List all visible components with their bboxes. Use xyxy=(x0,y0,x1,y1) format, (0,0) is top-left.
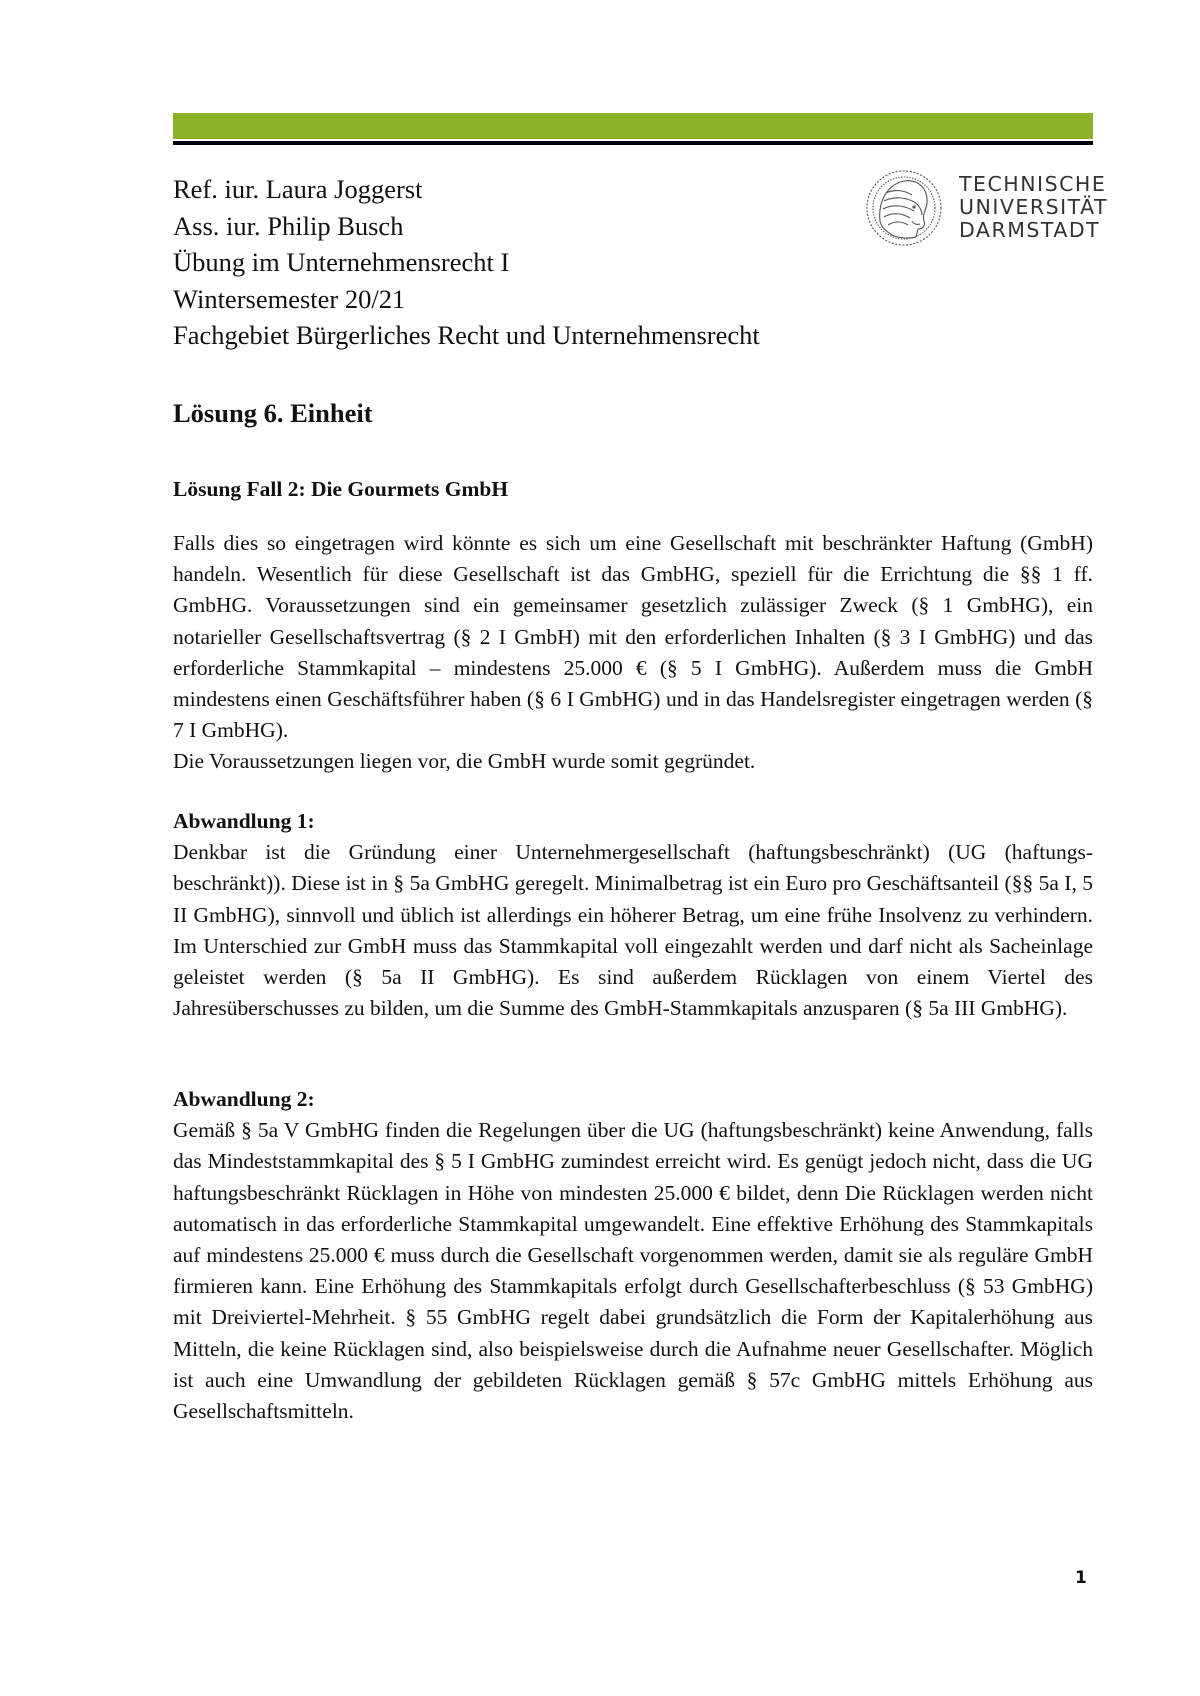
logo-line-2: UNIVERSITÄT xyxy=(959,195,1109,219)
athena-head-seal-icon xyxy=(864,163,944,253)
paragraph: Die Voraussetzungen liegen vor, die GmbH wurde somit gegründet. xyxy=(173,749,756,774)
author-line-1: Ref. iur. Laura Joggerst xyxy=(173,174,423,204)
section-abwandlung-1 xyxy=(173,806,1093,1024)
semester-line: Wintersemester 20/21 xyxy=(173,283,406,314)
paragraph: Gemäß § 5a V GmbHG finden die Regelungen über die UG (haftungsbeschränkt) keine Anwendung, falls das Mindeststammkapital des § 5 I GmbHG zumindest erreicht wird. Es genügt jedoch nicht, dass die UG haftungsbeschränkt Rücklagen in Höhe von mindesten 25.000 € bildet, denn Die Rücklagen werden nicht automatisch in das erforderliche Stammkapital umgewandelt. Eine effektive Erhöhung des Stammkapitals auf mindestens 25.000 € muss durch die Gesellschaft vorgenommen werden, damit sie als reguläre GmbH firmieren kann. Eine Erhöhung des Stammkapitals erfolgt durch Gesellschafterbeschluss (§ 53 GmbHG) mit Dreiviertel-Mehrheit. § 55 GmbHG regelt dabei grundsätzlich die Form der Kapitalerhöhung aus Mitteln, die keine Rücklagen sind, also beispielsweise durch die Aufnahme neuer Gesellschafter. Möglich ist auch eine Umwandlung der gebildeten Rücklagen gemäß § 57c GmbHG mittels Erhöhung aus Gesellschaftsmitteln. xyxy=(173,1118,1093,1424)
case-heading: Lösung Fall 2: Die Gourmets GmbH xyxy=(173,477,509,501)
university-name xyxy=(959,173,1108,242)
header-rule xyxy=(173,141,1093,145)
university-logo xyxy=(864,163,1109,253)
logo-line-1: TECHNISCHE xyxy=(959,172,1107,196)
course-line: Übung im Unternehmensrecht I xyxy=(173,247,510,277)
department-line: Fachgebiet Bürgerliches Recht und Unternehmensrecht xyxy=(173,320,760,350)
document-title: Lösung 6. Einheit xyxy=(173,398,373,428)
section-heading: Abwandlung 2: xyxy=(173,1087,315,1111)
document-header xyxy=(173,171,813,354)
logo-line-3: DARMSTADT xyxy=(959,218,1101,242)
section-abwandlung-2 xyxy=(173,1084,1093,1427)
section-heading: Abwandlung 1: xyxy=(173,809,315,833)
section-case-solution xyxy=(173,528,1093,778)
paragraph: Falls dies so eingetragen wird könnte es sich um eine Gesellschaft mit beschränkter Haftung (GmbH) handeln. Wesentlich für diese Gesellschaft ist das GmbHG, speziell für die Errichtung die §§ 1 ff. GmbHG. Voraussetzungen sind ein gemeinsamer gesetzlich zulässiger Zweck (§ 1 GmbHG), ein notarieller Gesellschaftsvertrag (§ 2 I GmbH) mit den erforderlichen Inhalten (§ 3 I GmbHG) und das erforderliche Stammkapital – mindestens 25.000 € (§ 5 I GmbHG). Außerdem muss die GmbH mindestens einen Geschäftsführer haben (§ 6 I GmbHG) und in das Handelsregister eingetragen werden (§ 7 I GmbHG). xyxy=(173,531,1093,743)
author-line-2: Ass. iur. Philip Busch xyxy=(173,210,404,241)
paragraph: Denkbar ist die Gründung einer Unternehmergesellschaft (haftungsbeschränkt) (UG (haftungsbeschränkt)). Diese ist in § 5a GmbHG geregelt. Minimalbetrag ist ein Euro pro Geschäftsanteil (§§ 5a I, 5 II GmbHG), sinnvoll und üblich ist allerdings ein höherer Betrag, um eine frühe Insolvenz zu verhindern. Im Unterschied zur GmbH muss das Stammkapital voll eingezahlt werden und darf nicht als Sacheinlage geleistet werden (§ 5a II GmbHG). Es sind außerdem Rücklagen von einem Viertel des Jahresüberschusses zu bilden, um die Summe des GmbH-Stammkapitals anzusparen (§ 5a III GmbHG). xyxy=(173,840,1093,1021)
header-accent-bar xyxy=(173,113,1093,139)
page-number: 1 xyxy=(1075,1568,1087,1588)
